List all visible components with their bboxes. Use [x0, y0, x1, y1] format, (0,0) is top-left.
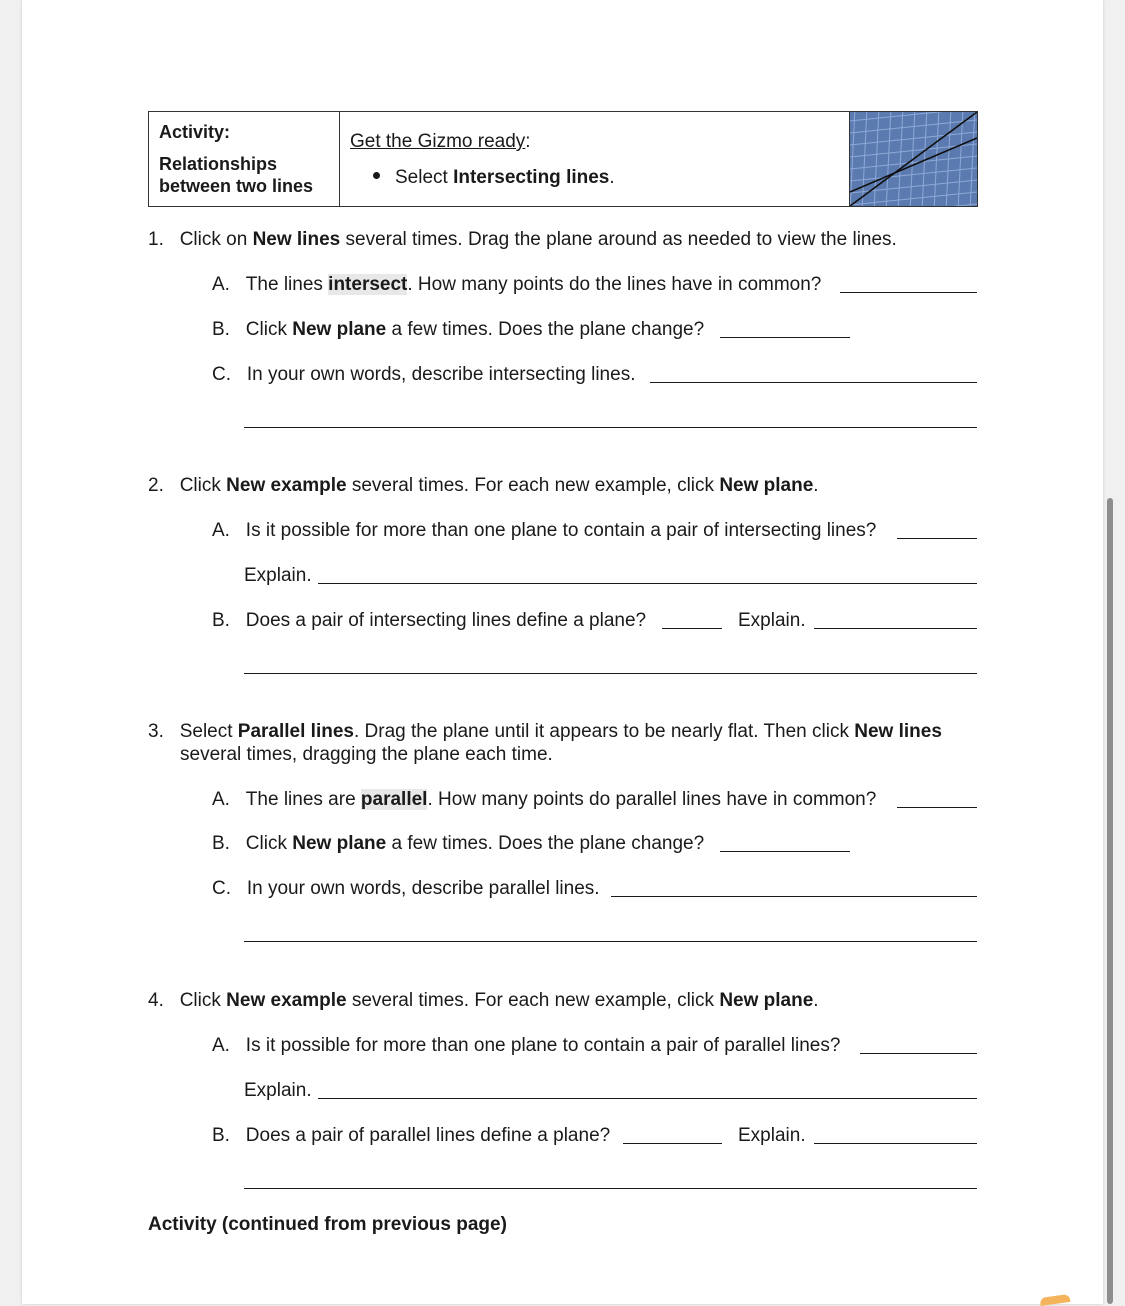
gizmo-ready-heading: Get the Gizmo ready — [350, 131, 526, 152]
q2b-explain-label: Explain. — [738, 610, 806, 631]
q4b-answer-blank[interactable] — [623, 1143, 722, 1144]
q4b-explain-label: Explain. — [738, 1125, 806, 1146]
q2-bold-2: New plane — [719, 475, 814, 496]
q1c-answer-blank[interactable] — [650, 382, 977, 383]
q3-text-mid: . Drag the plane until it appears to be nearly flat. Then click — [353, 721, 855, 742]
q4a-answer-blank[interactable] — [860, 1053, 977, 1054]
q2a-answer-blank[interactable] — [897, 538, 977, 539]
q4-text-mid: several times. For each new example, click — [346, 990, 720, 1011]
q4-number: 4. — [148, 990, 164, 1011]
q3b-prompt — [212, 833, 704, 855]
q3a-letter: A. — [212, 789, 230, 810]
q2a-text: Is it possible for more than one plane to contain a pair of intersecting lines? — [245, 520, 877, 541]
q1a-prompt — [212, 274, 821, 296]
q1a-text: The lines — [245, 274, 329, 295]
q1b-answer-blank[interactable] — [720, 337, 850, 338]
activity-label: Activity: — [159, 122, 231, 142]
q3a-prompt — [212, 789, 876, 811]
q1a-text-rest: . How many points do the lines have in common? — [407, 274, 822, 295]
q3a-answer-blank[interactable] — [897, 807, 977, 808]
q4-stem — [148, 990, 819, 1012]
q1-bold: New lines — [252, 229, 341, 250]
q1b-prompt — [212, 319, 704, 341]
document-page — [22, 0, 1103, 1304]
q2-stem — [148, 475, 819, 497]
q2b-answer-blank[interactable] — [662, 628, 722, 629]
intersecting-lines-thumbnail-icon — [849, 112, 977, 206]
q3b-answer-blank[interactable] — [720, 851, 850, 852]
q3c-answer-blank-2[interactable] — [244, 941, 977, 942]
q3b-letter: B. — [212, 833, 230, 854]
q4-text-end: . — [813, 990, 819, 1011]
q1-text-rest: several times. Drag the plane around as needed to view the lines. — [340, 229, 897, 250]
q3-bold-2: New lines — [854, 721, 942, 742]
q2a-prompt — [212, 520, 876, 542]
q2-number: 2. — [148, 475, 164, 496]
q2b-letter: B. — [212, 610, 230, 631]
q2-text: Click — [179, 475, 227, 496]
q3a-highlight: parallel — [360, 789, 428, 810]
q2-text-end: . — [813, 475, 819, 496]
q3-stem — [148, 721, 942, 743]
q1b-text-rest: a few times. Does the plane change? — [386, 319, 705, 340]
q1a-answer-blank[interactable] — [840, 292, 977, 293]
q4b-explain-blank-2[interactable] — [244, 1188, 977, 1189]
q1a-highlight: intersect — [328, 274, 408, 295]
bullet-bold-text: Intersecting lines — [453, 167, 610, 188]
q3c-prompt — [212, 878, 600, 900]
q4a-explain-blank[interactable] — [318, 1098, 977, 1099]
q3-text: Select — [179, 721, 238, 742]
q3a-text-rest: . How many points do parallel lines have in common? — [427, 789, 877, 810]
q3-number: 3. — [148, 721, 164, 742]
q1a-letter: A. — [212, 274, 230, 295]
activity-header-table — [148, 111, 978, 207]
q4a-letter: A. — [212, 1035, 230, 1056]
q1c-letter: C. — [212, 364, 231, 385]
q4a-text: Is it possible for more than one plane to contain a pair of parallel lines? — [245, 1035, 841, 1056]
q4b-explain-blank[interactable] — [814, 1143, 977, 1144]
q2a-letter: A. — [212, 520, 230, 541]
q1-number: 1. — [148, 229, 164, 250]
q2b-prompt — [212, 610, 646, 632]
q1c-text: In your own words, describe intersecting lines. — [246, 364, 636, 385]
q3-stem-line2: several times, dragging the plane each time. — [180, 744, 553, 765]
gizmo-ready-colon: : — [525, 131, 531, 152]
q1b-letter: B. — [212, 319, 230, 340]
q1b-text: Click — [245, 319, 293, 340]
q4-bold-1: New example — [226, 990, 347, 1011]
q3c-answer-blank[interactable] — [611, 896, 977, 897]
q1-stem — [148, 229, 897, 251]
q2b-text: Does a pair of intersecting lines define a plane? — [245, 610, 647, 631]
q2-text-mid: several times. For each new example, click — [346, 475, 720, 496]
q3b-text: Click — [245, 833, 293, 854]
q4b-prompt — [212, 1125, 610, 1147]
thumbnail-svg — [850, 112, 977, 206]
q1b-bold: New plane — [292, 319, 387, 340]
activity-title-cell — [149, 112, 340, 206]
bullet-dot-icon — [373, 172, 380, 179]
q4a-explain-label: Explain. — [244, 1080, 312, 1101]
q4b-text: Does a pair of parallel lines define a plane? — [245, 1125, 611, 1146]
q3-bold-1: Parallel lines — [237, 721, 354, 742]
q3b-bold: New plane — [292, 833, 387, 854]
q3c-text: In your own words, describe parallel lines. — [246, 878, 600, 899]
activity-title-line1: Relationships — [159, 154, 278, 174]
q1c-prompt — [212, 364, 635, 386]
vertical-scrollbar[interactable] — [1107, 498, 1113, 1304]
q1-text: Click on — [179, 229, 253, 250]
q4a-prompt — [212, 1035, 840, 1057]
q3c-letter: C. — [212, 878, 231, 899]
activity-continued-heading: Activity (continued from previous page) — [148, 1214, 507, 1235]
q4-bold-2: New plane — [719, 990, 814, 1011]
q3b-text-rest: a few times. Does the plane change? — [386, 833, 705, 854]
gizmo-instructions-cell — [340, 112, 849, 206]
activity-title-line2: between two lines — [159, 176, 314, 196]
bullet-text: Select — [395, 167, 454, 188]
q2-bold-1: New example — [226, 475, 347, 496]
bullet-end: . — [609, 167, 615, 188]
gizmo-bullet — [373, 167, 615, 189]
q3a-text: The lines are — [245, 789, 361, 810]
q1c-answer-blank-2[interactable] — [244, 427, 977, 428]
q2a-explain-blank[interactable] — [318, 583, 977, 584]
q2a-explain-label: Explain. — [244, 565, 312, 586]
q2b-explain-blank[interactable] — [814, 628, 977, 629]
q4b-letter: B. — [212, 1125, 230, 1146]
q2b-explain-blank-2[interactable] — [244, 673, 977, 674]
q4-text: Click — [179, 990, 227, 1011]
